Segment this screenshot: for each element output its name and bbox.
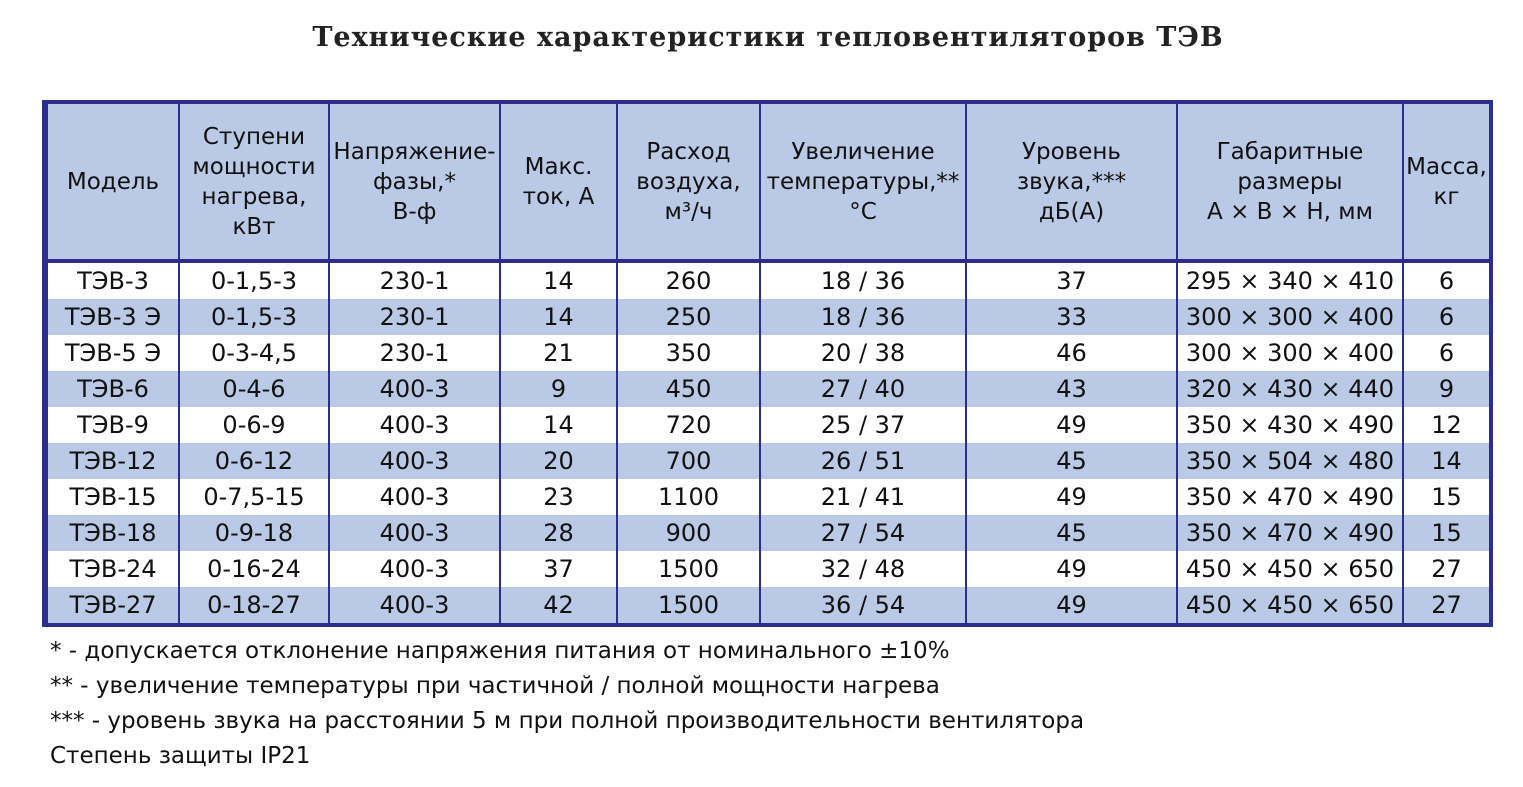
- table-cell: 45: [966, 515, 1177, 551]
- table-cell: 0-16-24: [179, 551, 329, 587]
- table-cell: 350: [617, 335, 760, 371]
- table-cell: 49: [966, 479, 1177, 515]
- header-line: ток, А: [522, 183, 595, 210]
- table-cell: 20 / 38: [760, 335, 966, 371]
- table-cell: 18 / 36: [760, 261, 966, 299]
- table-cell: 450 × 450 × 650: [1177, 551, 1403, 587]
- header-line: Расход: [646, 138, 731, 165]
- table-cell: 43: [966, 371, 1177, 407]
- table-cell: 26 / 51: [760, 443, 966, 479]
- table-row: [47, 479, 1490, 515]
- table-row: [47, 551, 1490, 587]
- table-cell: 18 / 36: [760, 299, 966, 335]
- table-row: [47, 515, 1490, 551]
- header-line: фазы,*: [373, 168, 456, 195]
- table-cell: 400-3: [329, 407, 500, 443]
- table-cell: 400-3: [329, 371, 500, 407]
- table-cell: 350 × 430 × 490: [1177, 407, 1403, 443]
- header-row: [47, 104, 1490, 261]
- table-cell: 21 / 41: [760, 479, 966, 515]
- table-cell: 400-3: [329, 587, 500, 623]
- table-cell: ТЭВ-18: [47, 515, 179, 551]
- table-cell: 28: [500, 515, 617, 551]
- table-cell: 27 / 40: [760, 371, 966, 407]
- table-cell: 14: [500, 299, 617, 335]
- table-cell: ТЭВ-6: [47, 371, 179, 407]
- table-cell: 49: [966, 407, 1177, 443]
- header-line: Макс.: [524, 153, 593, 180]
- col-header-dimensions: [1177, 104, 1403, 261]
- header-line: температуры,**: [766, 168, 960, 195]
- header-line: воздуха,: [636, 168, 741, 195]
- header-line: кВт: [232, 213, 276, 240]
- table-row: [47, 371, 1490, 407]
- table-cell: 0-1,5-3: [179, 261, 329, 299]
- table-cell: 27: [1403, 551, 1490, 587]
- footnote-noise: *** - уровень звука на расстоянии 5 м при полной производительности вентилятора: [50, 708, 1085, 734]
- header-line: Модель: [66, 168, 160, 195]
- table-cell: 14: [1403, 443, 1490, 479]
- table-cell: 1100: [617, 479, 760, 515]
- col-header-voltage: [329, 104, 500, 261]
- table-cell: 400-3: [329, 515, 500, 551]
- table-cell: ТЭВ-27: [47, 587, 179, 623]
- header-line: мощности: [192, 153, 316, 180]
- page-title: Технические характеристики тепловентиляторов ТЭВ: [312, 22, 1224, 53]
- header-line: м³/ч: [664, 198, 713, 225]
- table-cell: 250: [617, 299, 760, 335]
- col-header-noise: [966, 104, 1177, 261]
- table-cell: 20: [500, 443, 617, 479]
- table-body: [47, 261, 1490, 623]
- table-cell: 49: [966, 551, 1177, 587]
- table-cell: 300 × 300 × 400: [1177, 299, 1403, 335]
- table-cell: 400-3: [329, 551, 500, 587]
- footnote-protection: Степень защиты IP21: [50, 743, 311, 769]
- header-line: Напряжение-: [333, 138, 496, 165]
- header-line: Увеличение: [791, 138, 935, 165]
- table-cell: 350 × 470 × 490: [1177, 479, 1403, 515]
- table-cell: 295 × 340 × 410: [1177, 261, 1403, 299]
- table-cell: 0-1,5-3: [179, 299, 329, 335]
- table-row: [47, 407, 1490, 443]
- table-cell: 46: [966, 335, 1177, 371]
- table-cell: 27: [1403, 587, 1490, 623]
- table-cell: 0-7,5-15: [179, 479, 329, 515]
- table-cell: 720: [617, 407, 760, 443]
- table-row: [47, 587, 1490, 623]
- col-header-model: [47, 104, 179, 261]
- table-cell: 400-3: [329, 443, 500, 479]
- table-cell: 0-4-6: [179, 371, 329, 407]
- table-cell: 32 / 48: [760, 551, 966, 587]
- table-row: [47, 299, 1490, 335]
- table-cell: 1500: [617, 551, 760, 587]
- table-cell: 400-3: [329, 479, 500, 515]
- table-cell: 450: [617, 371, 760, 407]
- table-cell: 15: [1403, 479, 1490, 515]
- table-cell: 6: [1403, 299, 1490, 335]
- table-cell: 0-9-18: [179, 515, 329, 551]
- table-cell: ТЭВ-3: [47, 261, 179, 299]
- header-line: Уровень: [1022, 138, 1121, 165]
- table-cell: 15: [1403, 515, 1490, 551]
- header-line: °С: [849, 198, 877, 225]
- table-cell: ТЭВ-15: [47, 479, 179, 515]
- table-cell: 12: [1403, 407, 1490, 443]
- table-cell: 350 × 470 × 490: [1177, 515, 1403, 551]
- table-cell: 0-6-9: [179, 407, 329, 443]
- table-cell: 700: [617, 443, 760, 479]
- col-header-power-steps: [179, 104, 329, 261]
- table-cell: 45: [966, 443, 1177, 479]
- specs-table: [42, 100, 1493, 627]
- col-header-mass: [1403, 104, 1490, 261]
- header-line: A × B × H, мм: [1207, 198, 1373, 225]
- table-row: [47, 443, 1490, 479]
- table-cell: 900: [617, 515, 760, 551]
- table-cell: 350 × 504 × 480: [1177, 443, 1403, 479]
- table-cell: 0-18-27: [179, 587, 329, 623]
- table-cell: 230-1: [329, 261, 500, 299]
- table-cell: 9: [500, 371, 617, 407]
- table-cell: ТЭВ-9: [47, 407, 179, 443]
- table-cell: 14: [500, 261, 617, 299]
- header-line: нагрева,: [201, 183, 307, 210]
- header-line: Габаритные: [1216, 138, 1364, 165]
- col-header-temp-rise: [760, 104, 966, 261]
- table-cell: 300 × 300 × 400: [1177, 335, 1403, 371]
- table-cell: 27 / 54: [760, 515, 966, 551]
- header-line: Масса,: [1406, 153, 1487, 180]
- table-cell: 1500: [617, 587, 760, 623]
- header-line: звука,***: [1016, 168, 1127, 195]
- table-cell: ТЭВ-24: [47, 551, 179, 587]
- table-cell: 260: [617, 261, 760, 299]
- table-cell: 23: [500, 479, 617, 515]
- table-cell: 37: [966, 261, 1177, 299]
- table-cell: 0-6-12: [179, 443, 329, 479]
- header-line: дБ(А): [1038, 198, 1105, 225]
- table-cell: 6: [1403, 335, 1490, 371]
- table-row: [47, 261, 1490, 299]
- header-line: размеры: [1237, 168, 1343, 195]
- col-header-airflow: [617, 104, 760, 261]
- table-cell: 6: [1403, 261, 1490, 299]
- footnote-voltage: * - допускается отклонение напряжения питания от номинального ±10%: [50, 638, 950, 664]
- table-cell: 14: [500, 407, 617, 443]
- table-cell: 42: [500, 587, 617, 623]
- header-line: Ступени: [202, 123, 306, 150]
- table-row: [47, 335, 1490, 371]
- header-line: кг: [1433, 183, 1460, 210]
- table-cell: 25 / 37: [760, 407, 966, 443]
- col-header-max-current: [500, 104, 617, 261]
- header-line: В-ф: [392, 198, 437, 225]
- table-cell: 230-1: [329, 335, 500, 371]
- table-cell: 0-3-4,5: [179, 335, 329, 371]
- table-cell: 37: [500, 551, 617, 587]
- table-cell: ТЭВ-5 Э: [47, 335, 179, 371]
- table-cell: 450 × 450 × 650: [1177, 587, 1403, 623]
- table-cell: ТЭВ-3 Э: [47, 299, 179, 335]
- table-cell: ТЭВ-12: [47, 443, 179, 479]
- table-cell: 49: [966, 587, 1177, 623]
- table-cell: 21: [500, 335, 617, 371]
- footnote-temperature: ** - увеличение температуры при частичной / полной мощности нагрева: [50, 673, 940, 699]
- table-cell: 230-1: [329, 299, 500, 335]
- table-cell: 9: [1403, 371, 1490, 407]
- footnotes: [50, 634, 1084, 774]
- table-cell: 320 × 430 × 440: [1177, 371, 1403, 407]
- table-cell: 36 / 54: [760, 587, 966, 623]
- table-cell: 33: [966, 299, 1177, 335]
